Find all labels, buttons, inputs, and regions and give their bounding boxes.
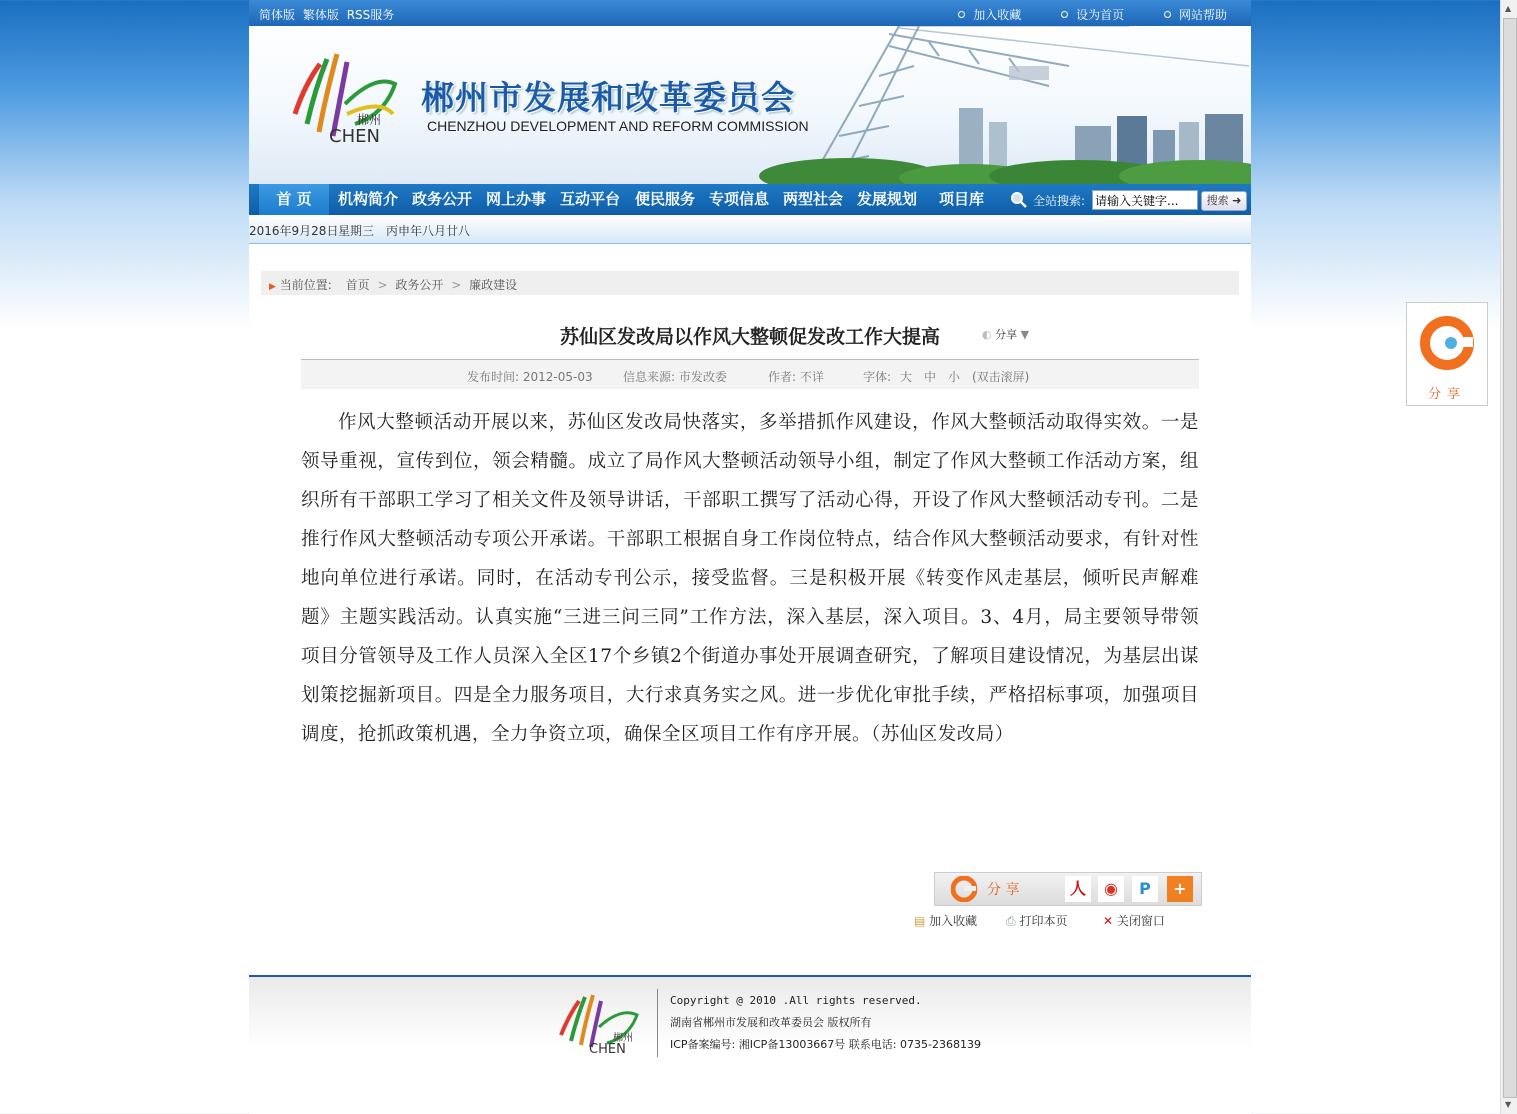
scroll-up-icon[interactable]: ▲ (1505, 4, 1512, 13)
scrollbar-thumb[interactable] (1503, 18, 1517, 1098)
article-meta (301, 359, 1199, 389)
bullet-icon (1061, 11, 1068, 18)
bullet-icon (958, 11, 965, 18)
font-medium-button[interactable]: 中 (924, 370, 937, 384)
publish-date: 发布时间: 2012-05-03 (467, 370, 593, 384)
footer-copyright: Copyright @ 2010 .All rights reserved. (670, 994, 922, 1007)
article-title: 苏仙区发改局以作风大整顿促发改工作大提高 (559, 326, 940, 348)
share-logo-icon (1417, 311, 1477, 371)
svg-text:郴州: 郴州 (613, 1033, 633, 1044)
floating-share-widget[interactable] (1406, 302, 1488, 406)
search-button[interactable] (1201, 191, 1247, 211)
share-dropdown[interactable] (982, 326, 1029, 342)
renren-icon[interactable]: 人 (1065, 876, 1091, 902)
share-icon: ◐ (982, 328, 992, 341)
nav-project-library[interactable]: 项目库 (939, 190, 985, 208)
site-help-label: 网站帮助 (1178, 8, 1227, 22)
traditional-chinese-link[interactable]: 繁体版 (302, 8, 339, 22)
info-source: 信息来源: 市发改委 (623, 370, 727, 384)
nav-special-info[interactable]: 专项信息 (709, 190, 770, 208)
footer-text (670, 990, 981, 1056)
author: 作者: 不详 (768, 370, 824, 384)
breadcrumb-arrow-icon: ▶ (269, 282, 276, 292)
search-label: 全站搜索: (1033, 194, 1086, 208)
vertical-scrollbar[interactable] (1500, 0, 1517, 1114)
site-title: 郴州市发展和改革委员会 (421, 78, 795, 117)
add-favorite-link[interactable] (958, 8, 1021, 22)
date-bar (249, 215, 1251, 244)
site-help-link[interactable] (1164, 8, 1227, 22)
share-dropdown-label: 分享 (995, 328, 1018, 341)
font-large-button[interactable]: 大 (900, 370, 913, 384)
chevron-down-icon: ▼ (1020, 328, 1030, 341)
chevron-right-icon: > (451, 278, 462, 292)
add-favorite-action-label: 加入收藏 (929, 914, 978, 928)
top-links-right (922, 6, 1227, 23)
top-links-left (259, 6, 398, 23)
nav-development-planning[interactable]: 发展规划 (857, 190, 918, 208)
breadcrumb (261, 271, 1239, 295)
close-window-action-label: 关闭窗口 (1116, 914, 1165, 928)
breadcrumb-home[interactable]: 首页 (345, 278, 370, 292)
nav-home[interactable]: 首 页 (259, 184, 329, 215)
search-input[interactable] (1092, 190, 1198, 210)
share-bar-label: 分 享 (987, 882, 1020, 898)
svg-text:CHEN: CHEN (329, 126, 380, 147)
print-action[interactable] (1006, 912, 1067, 929)
nav-gov-affairs[interactable]: 政务公开 (412, 190, 473, 208)
current-weekday: 星期三 (338, 224, 375, 238)
page (249, 0, 1251, 1114)
simplified-chinese-link[interactable]: 简体版 (259, 8, 296, 22)
current-date: 2016年9月28日 (249, 224, 339, 238)
city-logo (285, 44, 405, 154)
footer-logo (555, 987, 645, 1057)
lunar-date: 丙申年八月廿八 (386, 224, 471, 238)
search-icon (1010, 191, 1028, 209)
search-button-label: 搜索 (1206, 194, 1229, 207)
floating-share-label: 分享 (1427, 387, 1466, 402)
nav-online-services[interactable]: 网上办事 (486, 190, 547, 208)
weibo-icon[interactable]: ◉ (1098, 876, 1124, 902)
tencent-weibo-icon[interactable]: P (1132, 876, 1158, 902)
share-logo-icon[interactable] (951, 876, 977, 902)
add-favorite-action[interactable] (914, 912, 977, 929)
nav-two-oriented-society[interactable]: 两型社会 (783, 190, 844, 208)
site-subtitle: CHENZHOU DEVELOPMENT AND REFORM COMMISSION (427, 118, 809, 134)
folder-icon: ▤ (914, 914, 926, 928)
top-bar (249, 0, 1251, 26)
share-bar (934, 872, 1202, 906)
footer-icp: ICP备案编号: 湘ICP备13003667号 联系电话: 0735-2368139 (670, 1038, 981, 1051)
more-share-button[interactable]: + (1167, 876, 1193, 902)
close-icon: ✕ (1103, 914, 1114, 928)
set-homepage-link[interactable] (1061, 8, 1124, 22)
breadcrumb-label: 当前位置: (279, 278, 332, 292)
arrow-right-icon: ➜ (1232, 194, 1242, 207)
font-size-label: 字体: (863, 370, 892, 384)
article-body: 作风大整顿活动开展以来，苏仙区发改局快落实，多举措抓作风建设，作风大整顿活动取得实效。一是领导重视，宣传到位，领会精髓。成立了局作风大整顿活动领导小组，制定了作风大整顿工作活动方案，组织所有干部职工学习了相关文件及领导讲话，干部职工撰写了活动心得，开设了作风大整顿活动专刊。二是推行作风大整顿活动专项公开承诺。干部职工根据自身工作岗位特点，结合作风大整顿活动要求，有针对性地向单位进行承诺。同时，在活动专刊公示，接受监督。三是积极开展《转变作风走基层，倾听民声解难题》主题实践活动。认真实施“三进三问三同”工作方法，深入基层，深入项目。3、4月，局主要领导带领项目分管领导及工作人员深入全区17个乡镇2个街道办事处开展调查研究，了解项目建设情况，为基层出谋划策挖掘新项目。四是全力服务项目，大行求真务实之风。进一步优化审批手续，严格招标事项，加强项目调度，抢抓政策机遇，全力争资立项，确保全区项目工作有序开展。（苏仙区发改局） (301, 412, 1199, 745)
close-window-action[interactable] (1103, 912, 1165, 929)
printer-icon: ⎙ (1006, 914, 1016, 928)
print-action-label: 打印本页 (1019, 914, 1068, 928)
rss-link[interactable]: RSS服务 (346, 8, 395, 22)
font-small-button[interactable]: 小 (948, 370, 961, 384)
scroll-down-icon[interactable]: ▼ (1505, 1100, 1512, 1109)
bullet-icon (1164, 11, 1171, 18)
svg-text:郴州: 郴州 (357, 113, 382, 127)
footer-owner: 湖南省郴州市发展和改革委员会 版权所有 (670, 1016, 872, 1029)
footer (249, 975, 1251, 1077)
add-favorite-label: 加入收藏 (973, 8, 1022, 22)
nav-public-services[interactable]: 便民服务 (635, 190, 696, 208)
chevron-right-icon: > (377, 278, 388, 292)
scroll-hint: (双击滚屏) (972, 370, 1030, 384)
set-homepage-label: 设为首页 (1076, 8, 1125, 22)
breadcrumb-gov-affairs[interactable]: 政务公开 (395, 278, 444, 292)
main-nav (249, 184, 1251, 215)
nav-interaction[interactable]: 互动平台 (560, 190, 621, 208)
footer-divider (657, 989, 658, 1057)
nav-about[interactable]: 机构简介 (338, 190, 399, 208)
breadcrumb-integrity[interactable]: 廉政建设 (469, 278, 518, 292)
svg-text:CHEN: CHEN (589, 1042, 626, 1057)
header-banner (249, 26, 1251, 184)
